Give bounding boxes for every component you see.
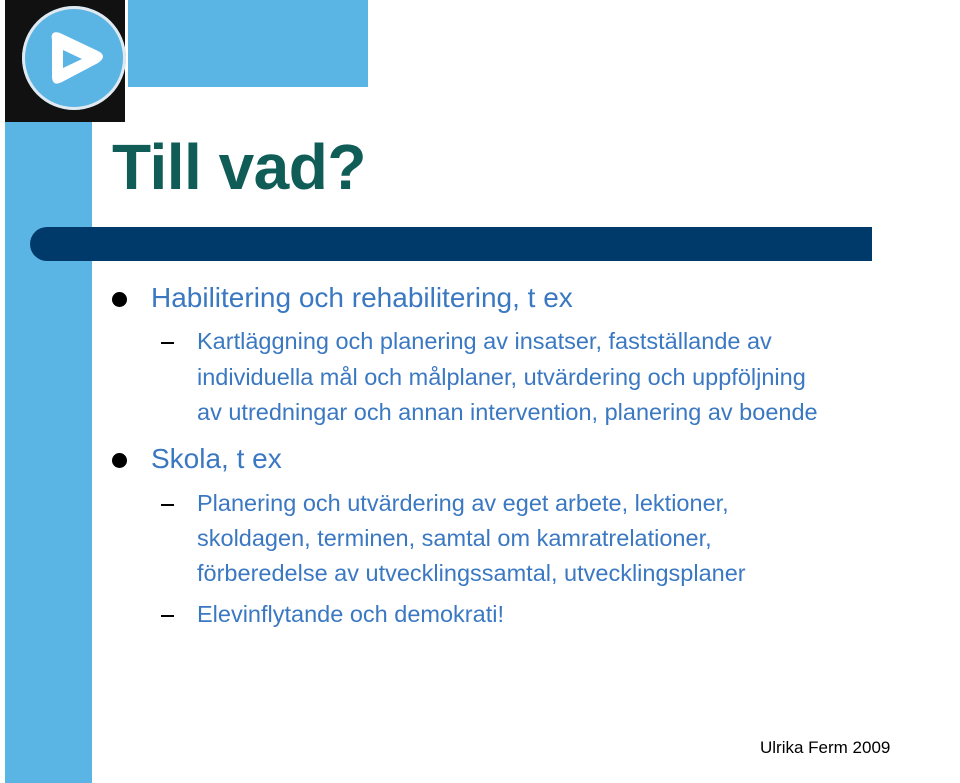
dash-icon <box>161 504 174 506</box>
sub-item-line: av utredningar och annan intervention, planering av boende <box>197 399 818 425</box>
bullet-dot-icon <box>112 453 127 468</box>
slide-title: Till vad? <box>112 131 366 203</box>
sub-item-line: Elevinflytande och demokrati! <box>197 601 504 627</box>
sub-item-line: Planering och utvärdering av eget arbete, lektioner, <box>197 490 729 516</box>
dash-icon <box>161 342 174 344</box>
sub-item-line: skoldagen, terminen, samtal om kamratrelationer, <box>197 525 712 551</box>
footer-credit: Ulrika Ferm 2009 <box>760 738 891 757</box>
sub-item-line: förberedelse av utvecklingssamtal, utvecklingsplaner <box>197 560 746 586</box>
sub-item-line: Kartläggning och planering av insatser, fastställande av <box>197 328 772 354</box>
bullet-dot-icon <box>112 292 127 307</box>
dash-icon <box>161 615 174 617</box>
sub-item-line: individuella mål och målplaner, utvärdering och uppföljning <box>197 364 806 390</box>
bullet-item: Habilitering och rehabilitering, t ex <box>151 282 573 313</box>
bullet-item: Skola, t ex <box>151 443 282 474</box>
